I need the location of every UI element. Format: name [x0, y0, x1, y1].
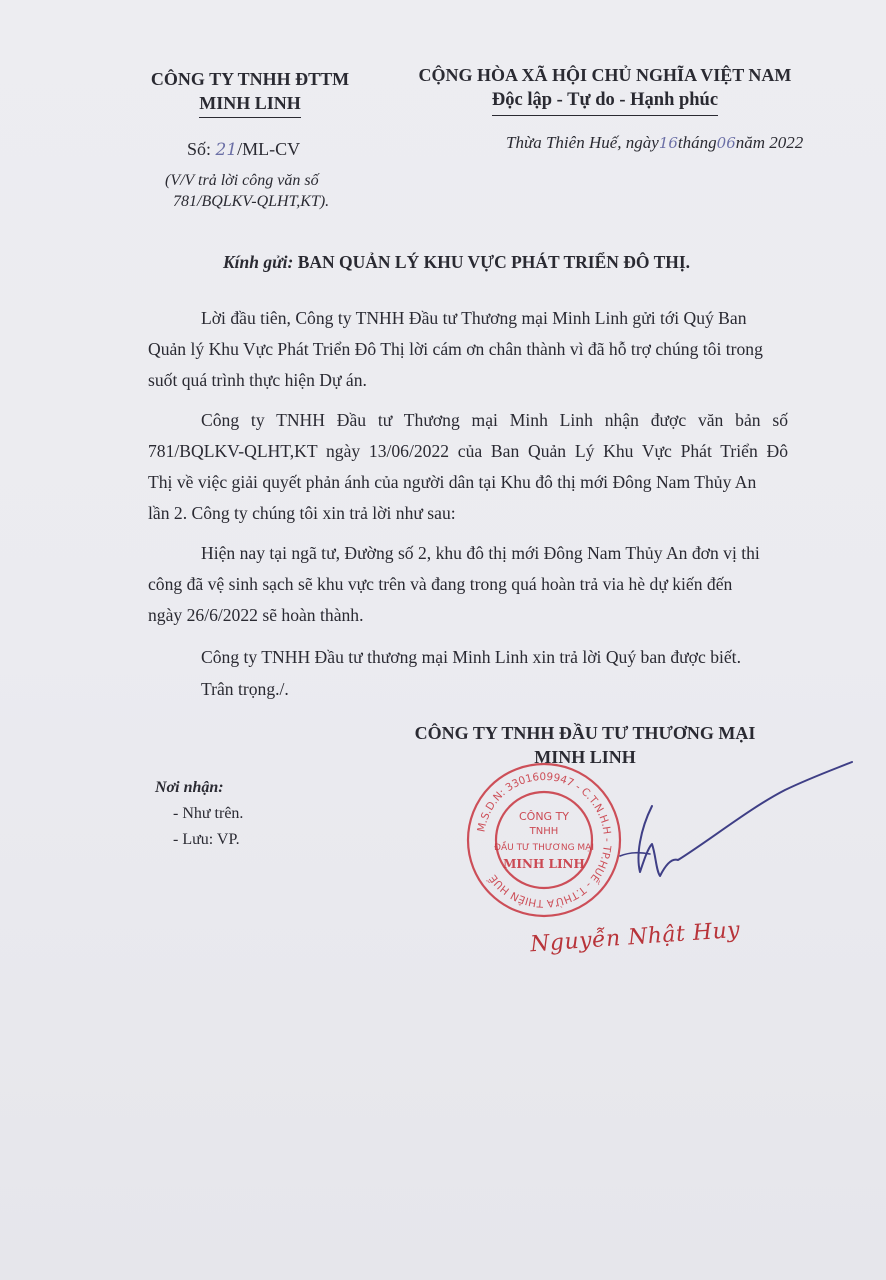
- paragraph-4: Công ty TNHH Đầu tư thương mại Minh Linh xin trả lời Quý ban được biết.: [201, 647, 741, 667]
- recipient-item: - Lưu: VP.: [173, 831, 240, 848]
- paragraph-3: [148, 538, 788, 631]
- recipient-name: BAN QUẢN LÝ KHU VỰC PHÁT TRIỂN ĐÔ THỊ.: [297, 252, 691, 272]
- paragraph-2: [148, 405, 788, 529]
- place-date-part1: Thừa Thiên Huế, ngày: [506, 133, 659, 152]
- subject-line2: 781/BQLKV-QLHT,KT).: [173, 193, 330, 210]
- doc-no-suffix: /ML-CV: [237, 139, 301, 159]
- document-number: [187, 139, 300, 160]
- p3-line: ngày 26/6/2022 sẽ hoàn thành.: [148, 605, 364, 625]
- stamp-ring-text: M.S.D.N: 3301609947 - C.T.N.H.H - TP.HUẾ - T.THỪA THIÊN HUẾ: [475, 770, 614, 910]
- recipient-line: [223, 252, 690, 273]
- nation-header: [395, 64, 815, 116]
- place-date-part2: tháng: [677, 133, 717, 152]
- p2-line: 781/BQLKV-QLHT,KT ngày 13/06/2022 của Ban Quản Lý Khu Vực Phát Triển Đô: [148, 441, 788, 461]
- p1-line: Quản lý Khu Vực Phát Triển Đô Thị lời cám ơn chân thành vì đã hỗ trợ chúng tôi trong: [148, 339, 763, 359]
- nation-line2: Độc lập - Tự do - Hạnh phúc: [492, 89, 718, 116]
- recipients-block: [155, 775, 243, 853]
- doc-no-prefix: Số:: [187, 139, 216, 159]
- p1-line: suốt quá trình thực hiện Dự án.: [148, 370, 367, 390]
- p2-line: lần 2. Công ty chúng tôi xin trả lời như sau:: [148, 503, 456, 523]
- signature-org-line1: CÔNG TY TNHH ĐẦU TƯ THƯƠNG MẠI: [414, 723, 756, 743]
- subject-line: [165, 170, 329, 212]
- nation-line1: CỘNG HÒA XÃ HỘI CHỦ NGHĨA VIỆT NAM: [418, 65, 792, 85]
- stamp-center-line2: TNHH: [529, 826, 559, 837]
- place-date: [506, 133, 803, 153]
- p3-line: công đã vệ sinh sạch sẽ khu vực trên và đang trong quá hoàn trả via hè dự kiến đến: [148, 574, 733, 594]
- company-line2: MINH LINH: [199, 92, 301, 118]
- p3-line: Hiện nay tại ngã tư, Đường số 2, khu đô thị mới Đông Nam Thủy An đơn vị thi: [201, 543, 760, 563]
- place-date-part3: năm 2022: [735, 133, 804, 152]
- p2-line: Thị về việc giải quyết phản ánh của người dân tại Khu đô thị mới Đông Nam Thủy An: [148, 472, 757, 492]
- place-date-day: 16: [658, 134, 678, 152]
- closing-line: Trân trọng./.: [201, 679, 289, 699]
- stamp-center-line4: MINH LINH: [503, 857, 585, 871]
- p2-line: Công ty TNHH Đầu tư Thương mại Minh Linh nhận được văn bản số: [201, 410, 788, 430]
- recipients-label: Nơi nhận:: [155, 779, 224, 796]
- place-date-month: 06: [716, 134, 736, 152]
- recipient-label: Kính gửi:: [223, 252, 298, 272]
- handwritten-signature: [560, 748, 860, 898]
- company-header: [130, 68, 370, 118]
- company-line1: CÔNG TY TNHH ĐTTM: [150, 69, 350, 89]
- recipient-item: - Như trên.: [173, 805, 244, 822]
- subject-line1: (V/V trả lời công văn số: [165, 172, 319, 189]
- stamp-center-line3: ĐẦU TƯ THƯƠNG MẠI: [493, 843, 595, 853]
- signer-name: Nguyễn Nhật Huy: [529, 917, 741, 958]
- stamp-center-line1: CÔNG TY: [518, 810, 570, 823]
- signature-org-line2: MINH LINH: [534, 747, 636, 767]
- paragraph-1: [148, 303, 788, 396]
- doc-no-handwritten: 21: [215, 140, 238, 160]
- p1-line: Lời đầu tiên, Công ty TNHH Đầu tư Thương mại Minh Linh gửi tới Quý Ban: [201, 308, 747, 328]
